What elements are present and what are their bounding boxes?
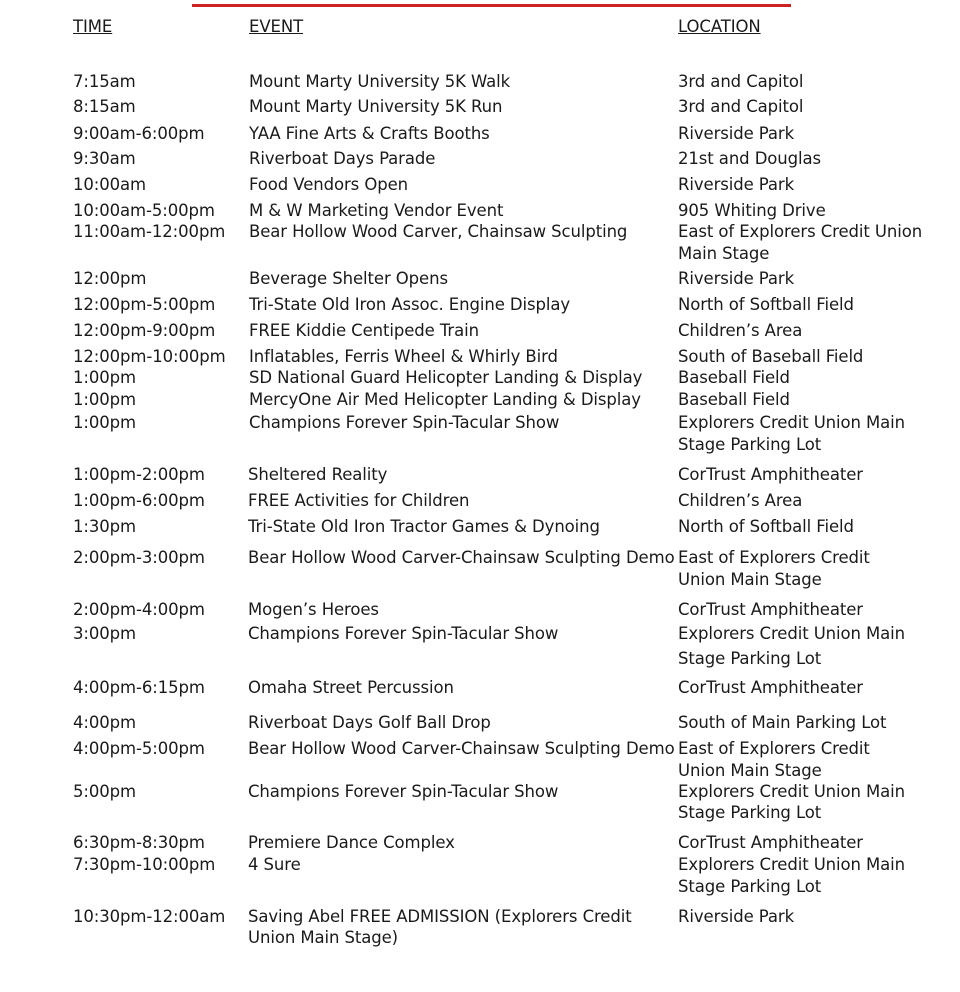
row-time: 2:00pm-4:00pm [73, 600, 205, 619]
row-location-line2: Stage Parking Lot [678, 435, 822, 454]
row-location: Explorers Credit Union Main [678, 782, 906, 801]
row-location: CorTrust Amphitheater [678, 678, 863, 697]
row-time: 4:00pm [73, 713, 136, 732]
row-time: 7:30pm-10:00pm [73, 855, 216, 874]
row-location: Baseball Field [678, 390, 790, 409]
row-time: 8:15am [73, 97, 136, 116]
row-time: 1:00pm [73, 413, 136, 432]
red-rule [192, 4, 791, 7]
row-time: 10:00am [73, 175, 147, 194]
row-event: Riverboat Days Golf Ball Drop [248, 713, 491, 732]
row-time: 1:00pm [73, 390, 136, 409]
row-location: East of Explorers Credit Union [678, 222, 923, 241]
row-time: 2:00pm-3:00pm [73, 548, 205, 567]
row-time: 10:00am-5:00pm [73, 201, 215, 220]
row-location: 905 Whiting Drive [678, 201, 826, 220]
row-time: 4:00pm-5:00pm [73, 739, 205, 758]
row-time: 1:00pm-2:00pm [73, 465, 205, 484]
row-location: South of Main Parking Lot [678, 713, 887, 732]
row-location: CorTrust Amphitheater [678, 600, 863, 619]
row-event: Champions Forever Spin-Tacular Show [248, 624, 559, 643]
row-event: Riverboat Days Parade [249, 149, 436, 168]
row-event: Bear Hollow Wood Carver-Chainsaw Sculpting Demo [248, 739, 675, 758]
header-event: EVENT [249, 17, 304, 36]
header-time: TIME [73, 17, 113, 36]
row-event-line2: Union Main Stage) [248, 928, 398, 947]
row-location: CorTrust Amphitheater [678, 833, 863, 852]
row-event: M & W Marketing Vendor Event [249, 201, 504, 220]
row-location-line2: Stage Parking Lot [678, 877, 822, 896]
row-location: East of Explorers Credit [678, 739, 870, 758]
row-event: YAA Fine Arts & Crafts Booths [249, 124, 490, 143]
row-location: North of Softball Field [678, 295, 854, 314]
row-event: Tri-State Old Iron Tractor Games & Dynoing [248, 517, 600, 536]
row-event: Champions Forever Spin-Tacular Show [248, 782, 559, 801]
row-location: 21st and Douglas [678, 149, 822, 168]
row-time: 12:00pm-10:00pm [73, 347, 226, 366]
row-location: CorTrust Amphitheater [678, 465, 863, 484]
row-event: Saving Abel FREE ADMISSION (Explorers Credit [248, 907, 632, 926]
row-location-line2: Stage Parking Lot [678, 803, 822, 822]
row-event: Mogen’s Heroes [248, 600, 379, 619]
row-event: Omaha Street Percussion [248, 678, 454, 697]
row-location-line2: Union Main Stage [678, 761, 822, 780]
row-location: 3rd and Capitol [678, 97, 804, 116]
row-event: Premiere Dance Complex [248, 833, 455, 852]
row-event: Sheltered Reality [248, 465, 388, 484]
row-time: 9:00am-6:00pm [73, 124, 205, 143]
row-event: MercyOne Air Med Helicopter Landing & Display [249, 390, 641, 409]
row-event: Mount Marty University 5K Run [249, 97, 503, 116]
row-time: 12:00pm [73, 269, 147, 288]
row-location: Explorers Credit Union Main [678, 624, 906, 643]
row-event: Beverage Shelter Opens [249, 269, 448, 288]
row-event: Food Vendors Open [249, 175, 408, 194]
row-event: Mount Marty University 5K Walk [249, 72, 511, 91]
row-event: Bear Hollow Wood Carver, Chainsaw Sculpting [249, 222, 628, 241]
row-location: Children’s Area [678, 491, 803, 510]
row-location: South of Baseball Field [678, 347, 864, 366]
row-location: Children’s Area [678, 321, 803, 340]
row-event: Champions Forever Spin-Tacular Show [249, 413, 560, 432]
row-time: 6:30pm-8:30pm [73, 833, 205, 852]
row-event: Bear Hollow Wood Carver-Chainsaw Sculpting Demo [248, 548, 675, 567]
header-location: LOCATION [678, 17, 761, 36]
row-time: 12:00pm-9:00pm [73, 321, 216, 340]
row-time: 11:00am-12:00pm [73, 222, 226, 241]
row-location: 3rd and Capitol [678, 72, 804, 91]
row-location: East of Explorers Credit [678, 548, 870, 567]
row-time: 1:00pm-6:00pm [73, 491, 205, 510]
row-time: 7:15am [73, 72, 136, 91]
row-location: Riverside Park [678, 124, 795, 143]
row-location: Riverside Park [678, 269, 795, 288]
row-location-line2: Stage Parking Lot [678, 649, 822, 668]
row-time: 5:00pm [73, 782, 136, 801]
row-location: Explorers Credit Union Main [678, 413, 906, 432]
row-location-line2: Union Main Stage [678, 570, 822, 589]
row-location: Baseball Field [678, 368, 790, 387]
row-time: 1:00pm [73, 368, 136, 387]
row-time: 10:30pm-12:00am [73, 907, 226, 926]
row-time: 1:30pm [73, 517, 136, 536]
row-event: SD National Guard Helicopter Landing & Display [249, 368, 643, 387]
row-location-line2: Main Stage [678, 244, 770, 263]
row-event: 4 Sure [248, 855, 301, 874]
row-location: Riverside Park [678, 907, 795, 926]
row-location: Riverside Park [678, 175, 795, 194]
row-event: FREE Kiddie Centipede Train [249, 321, 479, 340]
row-event: FREE Activities for Children [248, 491, 470, 510]
row-event: Inflatables, Ferris Wheel & Whirly Bird [249, 347, 558, 366]
row-location: Explorers Credit Union Main [678, 855, 906, 874]
row-time: 9:30am [73, 149, 136, 168]
row-time: 12:00pm-5:00pm [73, 295, 216, 314]
row-location: North of Softball Field [678, 517, 854, 536]
row-event: Tri-State Old Iron Assoc. Engine Display [249, 295, 571, 314]
row-time: 3:00pm [73, 624, 136, 643]
row-time: 4:00pm-6:15pm [73, 678, 205, 697]
